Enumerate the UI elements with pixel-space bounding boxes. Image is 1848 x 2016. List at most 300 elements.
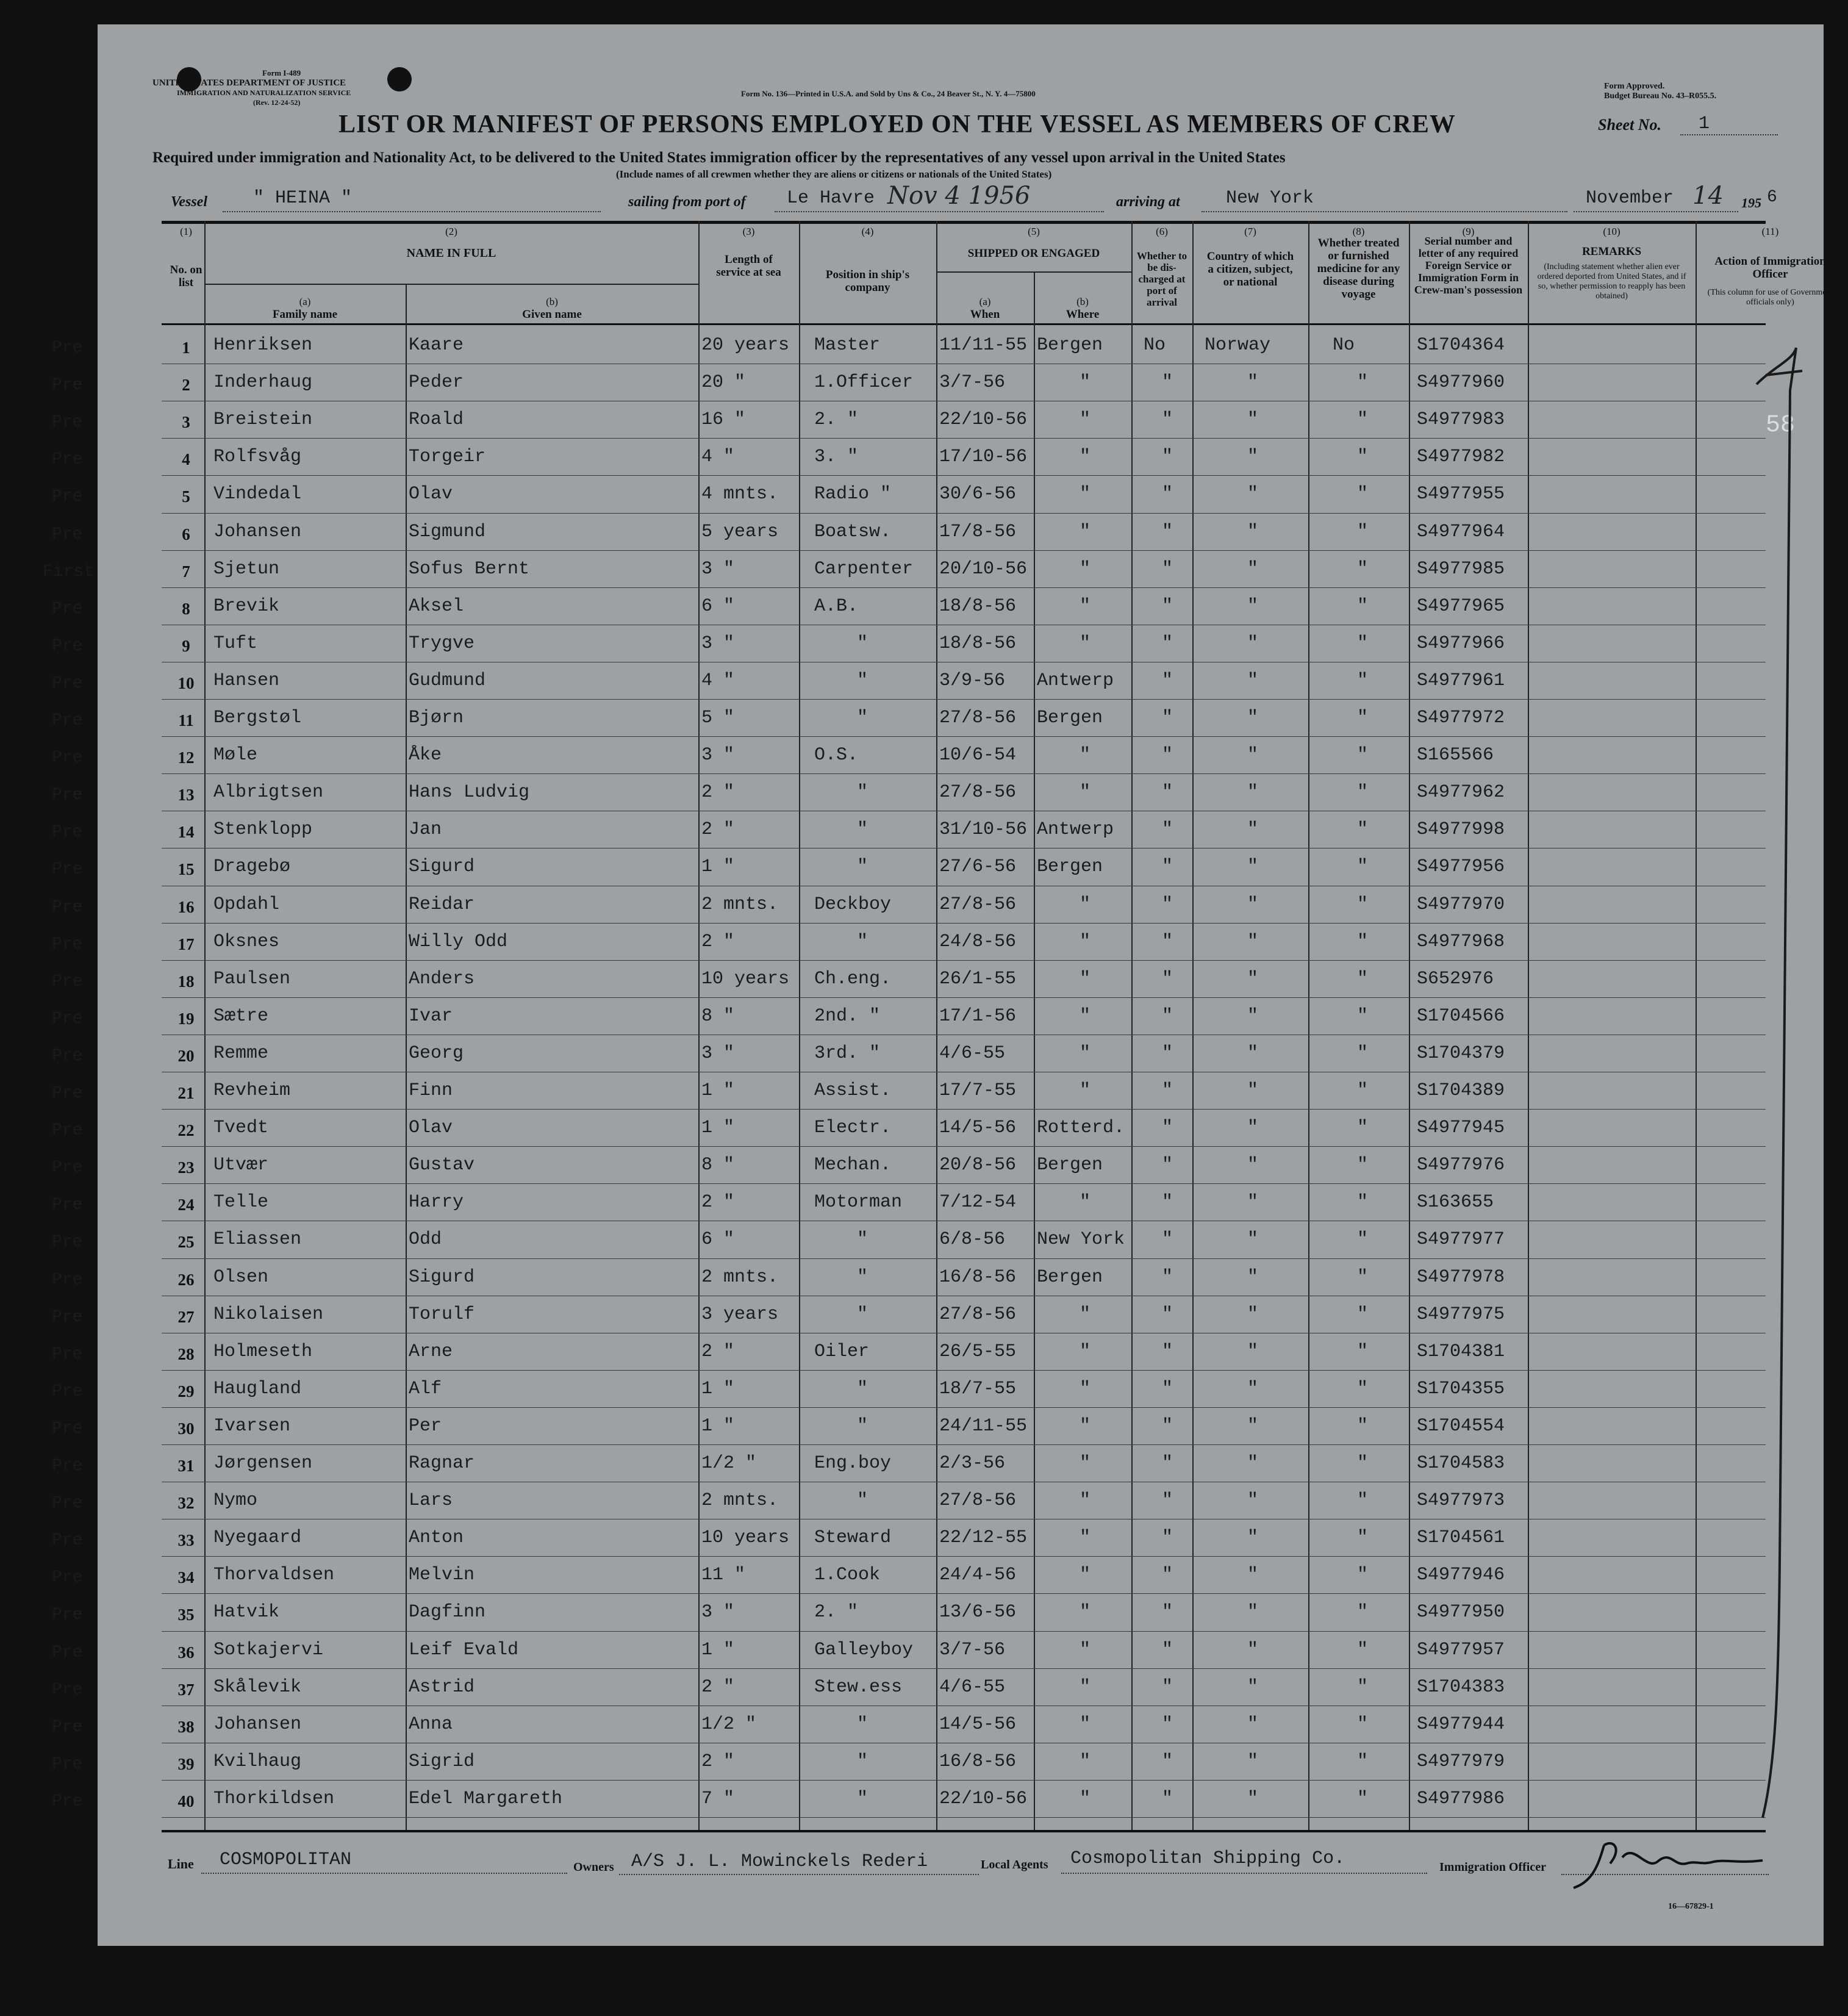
cell-country: " — [1247, 521, 1259, 542]
row-prefix: Pre — [52, 748, 83, 768]
col4-header: Position in ship's company — [825, 268, 910, 294]
table-header-bottom-rule — [162, 323, 1766, 325]
cell-given: Peder — [409, 372, 464, 393]
row-number: 1 — [182, 339, 190, 357]
col10-number: (10) — [1603, 226, 1621, 237]
cell-discharged: " — [1162, 1676, 1173, 1698]
cell-country: " — [1247, 894, 1259, 915]
cell-serial: S4977945 — [1417, 1117, 1505, 1139]
cell-family: Hatvik — [213, 1602, 280, 1623]
cell-treated: " — [1357, 1117, 1369, 1139]
cell-length: 8 " — [701, 1155, 735, 1176]
cell-country: " — [1247, 484, 1259, 505]
cell-serial: S4977956 — [1417, 856, 1505, 878]
table-top-rule — [162, 221, 1766, 224]
row-rule — [162, 1407, 1766, 1408]
cell-when: 17/1-56 — [939, 1005, 1017, 1027]
cell-length: 3 " — [701, 558, 735, 579]
cell-when: 31/10-56 — [939, 819, 1028, 841]
cell-where: " — [1080, 1042, 1091, 1064]
cell-serial: S4977983 — [1417, 409, 1505, 431]
cell-country: " — [1247, 558, 1259, 579]
row-rule — [162, 1817, 1766, 1818]
row-prefix: Pre — [52, 711, 83, 730]
cell-serial: S4977998 — [1417, 819, 1505, 841]
cell-family: Haugland — [213, 1378, 302, 1399]
cell-treated: " — [1357, 670, 1369, 691]
cell-length: 3 " — [701, 633, 735, 654]
cell-family: Møle — [213, 745, 258, 766]
row-prefix: Pre — [52, 1531, 83, 1551]
cell-serial: S4977982 — [1417, 447, 1505, 468]
officer-label: Immigration Officer — [1439, 1860, 1546, 1874]
row-prefix: Pre — [52, 934, 83, 954]
cell-length: 16 " — [701, 409, 746, 431]
row-rule — [162, 773, 1766, 774]
row-prefix: Pre — [52, 1494, 83, 1513]
cell-country: " — [1247, 595, 1259, 617]
row-rule — [162, 1780, 1766, 1781]
row-number: 19 — [177, 1009, 195, 1028]
cell-discharged: " — [1162, 409, 1173, 431]
row-prefix: Pre — [52, 487, 83, 507]
row-rule — [162, 513, 1766, 514]
cell-country: " — [1247, 633, 1259, 654]
cell-treated: " — [1357, 1304, 1369, 1325]
row-number: 11 — [178, 711, 194, 730]
cell-family: Nyegaard — [213, 1527, 302, 1549]
cell-when: 10/6-54 — [939, 745, 1017, 766]
row-prefix: Pre — [52, 1717, 83, 1737]
cell-length: 10 years — [701, 1527, 790, 1549]
cell-position: " — [857, 931, 868, 952]
row-number: 18 — [177, 972, 195, 991]
cell-serial: S1704566 — [1417, 1005, 1505, 1027]
row-number: 39 — [177, 1754, 195, 1773]
cell-serial: S1704561 — [1417, 1527, 1505, 1549]
cell-serial: S1704379 — [1417, 1042, 1505, 1064]
cell-position: 2nd. " — [814, 1005, 881, 1027]
cell-when: 3/9-56 — [939, 670, 1006, 691]
cell-family: Kvilhaug — [213, 1751, 302, 1772]
cell-family: Sotkajervi — [213, 1639, 324, 1660]
cell-serial: S4977972 — [1417, 708, 1505, 728]
cell-given: Reidar — [409, 894, 475, 915]
row-prefix: First — [43, 562, 95, 581]
cell-serial: S1704381 — [1417, 1341, 1505, 1362]
cell-discharged: " — [1162, 1155, 1173, 1176]
row-number: 2 — [182, 376, 190, 395]
cell-family: Johansen — [213, 1713, 302, 1735]
cell-where: " — [1080, 1453, 1091, 1474]
cell-family: Inderhaug — [213, 372, 313, 393]
cell-when: 20/8-56 — [939, 1155, 1017, 1176]
cell-treated: " — [1357, 1453, 1369, 1474]
cell-when: 24/4-56 — [939, 1565, 1017, 1586]
cell-length: 8 " — [701, 1005, 735, 1027]
cell-when: 24/8-56 — [939, 931, 1017, 952]
cell-country: Norway — [1205, 335, 1271, 356]
cell-where: " — [1080, 1527, 1091, 1549]
row-prefix: Pre — [52, 786, 83, 805]
row-rule — [162, 960, 1766, 961]
cell-given: Trygve — [409, 633, 475, 654]
cell-when: 6/8-56 — [939, 1229, 1006, 1250]
column-rule — [1409, 221, 1410, 1830]
sheet-number: 1 — [1699, 113, 1710, 134]
cell-given: Olav — [409, 1117, 453, 1139]
row-number: 38 — [177, 1717, 195, 1736]
cell-given: Åke — [409, 745, 442, 766]
cell-given: Olav — [409, 484, 453, 505]
sailing-label: sailing from port of — [628, 194, 746, 210]
cell-discharged: " — [1162, 1229, 1173, 1250]
cell-serial: S4977970 — [1417, 894, 1505, 915]
cell-when: 24/11-55 — [939, 1415, 1028, 1437]
cell-position: Ch.eng. — [814, 968, 892, 989]
cell-treated: " — [1357, 931, 1369, 952]
cell-country: " — [1247, 968, 1259, 989]
cell-given: Jan — [409, 819, 442, 841]
cell-given: Gustav — [409, 1155, 475, 1176]
cell-serial: S4977978 — [1417, 1266, 1505, 1288]
cell-length: 2 " — [701, 1676, 735, 1698]
row-prefix: Pre — [52, 636, 83, 656]
row-number: 25 — [177, 1233, 195, 1252]
vessel-label: Vessel — [171, 194, 207, 210]
row-number: 27 — [177, 1307, 195, 1326]
cell-position: " — [857, 819, 868, 841]
row-prefix: Pre — [52, 1046, 83, 1066]
row-prefix: Pre — [52, 1009, 83, 1028]
cell-treated: " — [1357, 1527, 1369, 1549]
cell-family: Vindedal — [213, 484, 302, 505]
cell-family: Albrigtsen — [213, 782, 324, 803]
cell-given: Per — [409, 1415, 442, 1437]
cell-given: Hans Ludvig — [409, 782, 530, 803]
cell-country: " — [1247, 1453, 1259, 1474]
row-number: 34 — [177, 1568, 195, 1587]
cell-given: Sofus Bernt — [409, 558, 530, 579]
approval-line-2: Budget Bureau No. 43–R055.5. — [1604, 91, 1717, 101]
cell-position: Stew.ess — [814, 1676, 903, 1698]
cell-when: 18/8-56 — [939, 595, 1017, 617]
cell-discharged: " — [1162, 1453, 1173, 1474]
row-number: 21 — [177, 1084, 195, 1102]
agents-name: Cosmopolitan Shipping Co. — [1070, 1848, 1345, 1869]
cell-discharged: " — [1162, 1042, 1173, 1064]
cell-family: Sjetun — [213, 558, 280, 579]
cell-when: 13/6-56 — [939, 1602, 1017, 1623]
cell-serial: S652976 — [1417, 968, 1494, 989]
cell-length: 2 mnts. — [701, 1266, 779, 1288]
vessel-name: " HEINA " — [253, 188, 353, 209]
row-number: 5 — [182, 487, 190, 506]
cell-position: Radio " — [814, 484, 892, 505]
cell-discharged: " — [1162, 1751, 1173, 1772]
cell-treated: " — [1357, 1155, 1369, 1176]
row-prefix: Pre — [52, 1233, 83, 1252]
row-prefix: Pre — [52, 1680, 83, 1699]
cell-discharged: " — [1162, 372, 1173, 393]
cell-family: Olsen — [213, 1266, 269, 1288]
row-number: 26 — [177, 1270, 195, 1289]
cell-where: " — [1080, 1378, 1091, 1399]
cell-position: " — [857, 1304, 868, 1325]
cell-where: " — [1080, 521, 1091, 542]
cell-country: " — [1247, 1639, 1259, 1660]
cell-family: Johansen — [213, 521, 302, 542]
row-number: 30 — [177, 1419, 195, 1438]
cell-where: Bergen — [1037, 335, 1103, 356]
row-number: 24 — [177, 1196, 195, 1214]
row-number: 16 — [177, 897, 195, 916]
cell-where: Rotterd. — [1037, 1117, 1125, 1139]
cell-treated: " — [1357, 1005, 1369, 1027]
cell-given: Gudmund — [409, 670, 486, 691]
cell-where: Antwerp — [1037, 819, 1114, 841]
col2-number: (2) — [445, 226, 457, 237]
col9-header: Serial number and letter of any required Foreign Service or Immigration Form in Crew-man's possession — [1414, 235, 1523, 296]
cell-discharged: " — [1162, 968, 1173, 989]
cell-treated: " — [1357, 1229, 1369, 1250]
subtitle: Required under immigration and Nationality Act, to be delivered to the United States immigration officer by the representatives of any vessel upon arrival in the United States — [152, 149, 1286, 166]
row-number: 31 — [177, 1457, 195, 1475]
row-number: 9 — [182, 636, 190, 655]
cell-country: " — [1247, 1341, 1259, 1362]
row-rule — [162, 1183, 1766, 1184]
cell-length: 3 " — [701, 1042, 735, 1064]
cell-where: " — [1080, 968, 1091, 989]
cell-when: 18/8-56 — [939, 633, 1017, 654]
cell-position: 1.Cook — [814, 1565, 881, 1586]
cell-position: A.B. — [814, 595, 859, 617]
cell-treated: " — [1357, 1042, 1369, 1064]
cell-discharged: " — [1162, 1192, 1173, 1213]
row-rule — [162, 1109, 1766, 1110]
table-bottom-rule — [162, 1830, 1766, 1832]
arrival-month: November — [1586, 188, 1674, 209]
cell-when: 27/8-56 — [939, 708, 1017, 728]
cell-country: " — [1247, 1713, 1259, 1735]
cell-where: " — [1080, 558, 1091, 579]
cell-country: " — [1247, 819, 1259, 841]
cell-length: 10 years — [701, 968, 790, 989]
cell-where: " — [1080, 372, 1091, 393]
cell-discharged: " — [1162, 521, 1173, 542]
row-prefix: Pre — [52, 1084, 83, 1103]
col7-header: Country of which a citizen, subject, or national — [1206, 250, 1294, 289]
cell-given: Ivar — [409, 1005, 453, 1027]
cell-family: Nymo — [213, 1490, 258, 1512]
cell-country: " — [1247, 372, 1259, 393]
cell-serial: S4977976 — [1417, 1155, 1505, 1176]
cell-length: 1 " — [701, 1080, 735, 1101]
cell-family: Dragebø — [213, 856, 291, 878]
cell-given: Torgeir — [409, 447, 486, 468]
cell-position: " — [857, 782, 868, 803]
row-rule — [162, 550, 1766, 551]
cell-family: Bergstøl — [213, 708, 302, 728]
cell-treated: " — [1357, 819, 1369, 841]
line-name: COSMOPOLITAN — [220, 1849, 352, 1870]
cell-length: 3 years — [701, 1304, 779, 1325]
row-prefix: Pre — [52, 1643, 83, 1662]
row-prefix: Pre — [52, 525, 83, 544]
cell-discharged: " — [1162, 1788, 1173, 1809]
cell-given: Leif Evald — [409, 1639, 519, 1660]
manifest-sheet — [43, 24, 1833, 1946]
cell-position: Carpenter — [814, 558, 914, 579]
cell-position: Boatsw. — [814, 521, 892, 542]
cell-position: Motorman — [814, 1192, 903, 1213]
cell-country: " — [1247, 447, 1259, 468]
cell-serial: S4977973 — [1417, 1490, 1505, 1512]
cell-treated: " — [1357, 484, 1369, 505]
cell-treated: " — [1357, 1639, 1369, 1660]
cell-treated: " — [1357, 372, 1369, 393]
cell-when: 20/10-56 — [939, 558, 1028, 579]
cell-serial: S1704389 — [1417, 1080, 1505, 1101]
cell-length: 2 " — [701, 931, 735, 952]
row-rule — [162, 1444, 1766, 1445]
row-prefix: Pre — [52, 1457, 83, 1476]
col5a-letter: (a) — [979, 296, 991, 307]
col11-number: (11) — [1761, 226, 1779, 237]
cell-discharged: " — [1162, 1117, 1173, 1139]
cell-family: Henriksen — [213, 335, 313, 356]
row-number: 23 — [177, 1158, 195, 1177]
row-prefix: Pre — [52, 1270, 83, 1290]
cell-discharged: " — [1162, 447, 1173, 468]
row-number: 20 — [177, 1046, 195, 1065]
cell-where: " — [1080, 1192, 1091, 1213]
cell-position: " — [857, 1713, 868, 1735]
cell-discharged: " — [1162, 708, 1173, 728]
cell-length: 4 " — [701, 670, 735, 691]
row-prefix: Pre — [52, 599, 83, 619]
cell-when: 22/12-55 — [939, 1527, 1028, 1549]
cell-length: 20 " — [701, 372, 746, 393]
cell-given: Melvin — [409, 1565, 475, 1586]
cell-given: Aksel — [409, 595, 464, 617]
cell-country: " — [1247, 1266, 1259, 1288]
owners-name: A/S J. L. Mowinckels Rederi — [631, 1851, 928, 1872]
cell-treated: " — [1357, 968, 1369, 989]
margin-number: 58 — [1766, 412, 1796, 439]
cell-serial: S4977962 — [1417, 782, 1505, 803]
cell-when: 22/10-56 — [939, 1788, 1028, 1809]
cell-country: " — [1247, 1602, 1259, 1623]
cell-where: " — [1080, 1005, 1091, 1027]
cell-position: " — [857, 670, 868, 691]
cell-position: " — [857, 1490, 868, 1512]
cell-country: " — [1247, 1042, 1259, 1064]
cell-serial: S4977950 — [1417, 1602, 1505, 1623]
line-label: Line — [168, 1856, 194, 1871]
row-rule — [162, 1370, 1766, 1371]
row-number: 10 — [177, 673, 195, 692]
row-prefix: Pre — [52, 1158, 83, 1178]
cell-country: " — [1247, 1751, 1259, 1772]
cell-country: " — [1247, 1415, 1259, 1437]
cell-discharged: " — [1162, 1490, 1173, 1512]
cell-when: 26/1-55 — [939, 968, 1017, 989]
cell-family: Holmeseth — [213, 1341, 313, 1362]
cell-position: 1.Officer — [814, 372, 914, 393]
cell-position: 3rd. " — [814, 1042, 881, 1064]
row-prefix: Pre — [52, 339, 83, 357]
col3-header: Length of service at sea — [716, 253, 781, 279]
row-prefix: Pre — [52, 1419, 83, 1438]
col5a-header: When — [970, 308, 1000, 321]
cell-position: 2. " — [814, 409, 859, 431]
row-prefix: Pre — [52, 897, 83, 917]
row-rule — [162, 1146, 1766, 1147]
cell-length: 6 " — [701, 1229, 735, 1250]
cell-when: 18/7-55 — [939, 1378, 1017, 1399]
cell-given: Ragnar — [409, 1453, 475, 1474]
cell-given: Anton — [409, 1527, 464, 1549]
cell-family: Skålevik — [213, 1676, 302, 1698]
cell-given: Alf — [409, 1378, 442, 1399]
cell-treated: " — [1357, 745, 1369, 766]
cell-when: 16/8-56 — [939, 1751, 1017, 1772]
sailing-port: Le Havre — [787, 188, 875, 209]
cell-family: Breistein — [213, 409, 313, 431]
row-prefix: Pre — [52, 1568, 83, 1588]
column-rule — [799, 221, 800, 1830]
cell-treated: " — [1357, 1676, 1369, 1698]
cell-serial: S1704355 — [1417, 1378, 1505, 1399]
row-rule — [162, 1556, 1766, 1557]
cell-treated: " — [1357, 1490, 1369, 1512]
row-number: 13 — [177, 786, 195, 805]
cell-treated: " — [1357, 1713, 1369, 1735]
cell-discharged: " — [1162, 1341, 1173, 1362]
cell-given: Harry — [409, 1192, 464, 1213]
column-rule — [1308, 221, 1309, 1830]
cell-where: Bergen — [1037, 1155, 1103, 1176]
cell-serial: S4977955 — [1417, 484, 1505, 505]
cell-discharged: " — [1162, 1266, 1173, 1288]
cell-country: " — [1247, 782, 1259, 803]
cell-position: " — [857, 708, 868, 728]
cell-country: " — [1247, 1490, 1259, 1512]
col5-number: (5) — [1028, 226, 1040, 237]
cell-treated: " — [1357, 856, 1369, 878]
cell-family: Nikolaisen — [213, 1304, 324, 1325]
cell-country: " — [1247, 1565, 1259, 1586]
cell-country: " — [1247, 1229, 1259, 1250]
cell-given: Sigmund — [409, 521, 486, 542]
cell-country: " — [1247, 1080, 1259, 1101]
cell-discharged: " — [1162, 745, 1173, 766]
col2b-header: Given name — [522, 308, 582, 321]
cell-treated: " — [1357, 1602, 1369, 1623]
cell-length: 7 " — [701, 1788, 735, 1809]
column-rule — [1131, 221, 1133, 1830]
cell-when: 17/10-56 — [939, 447, 1028, 468]
col11-note: (This column for use of Government officials only) — [1707, 288, 1833, 307]
cell-length: 11 " — [701, 1565, 746, 1586]
cell-family: Eliassen — [213, 1229, 302, 1250]
cell-length: 4 mnts. — [701, 484, 779, 505]
cell-country: " — [1247, 1527, 1259, 1549]
cell-given: Sigurd — [409, 1266, 475, 1288]
col9-number: (9) — [1462, 226, 1475, 237]
officer-signature — [1567, 1830, 1769, 1897]
